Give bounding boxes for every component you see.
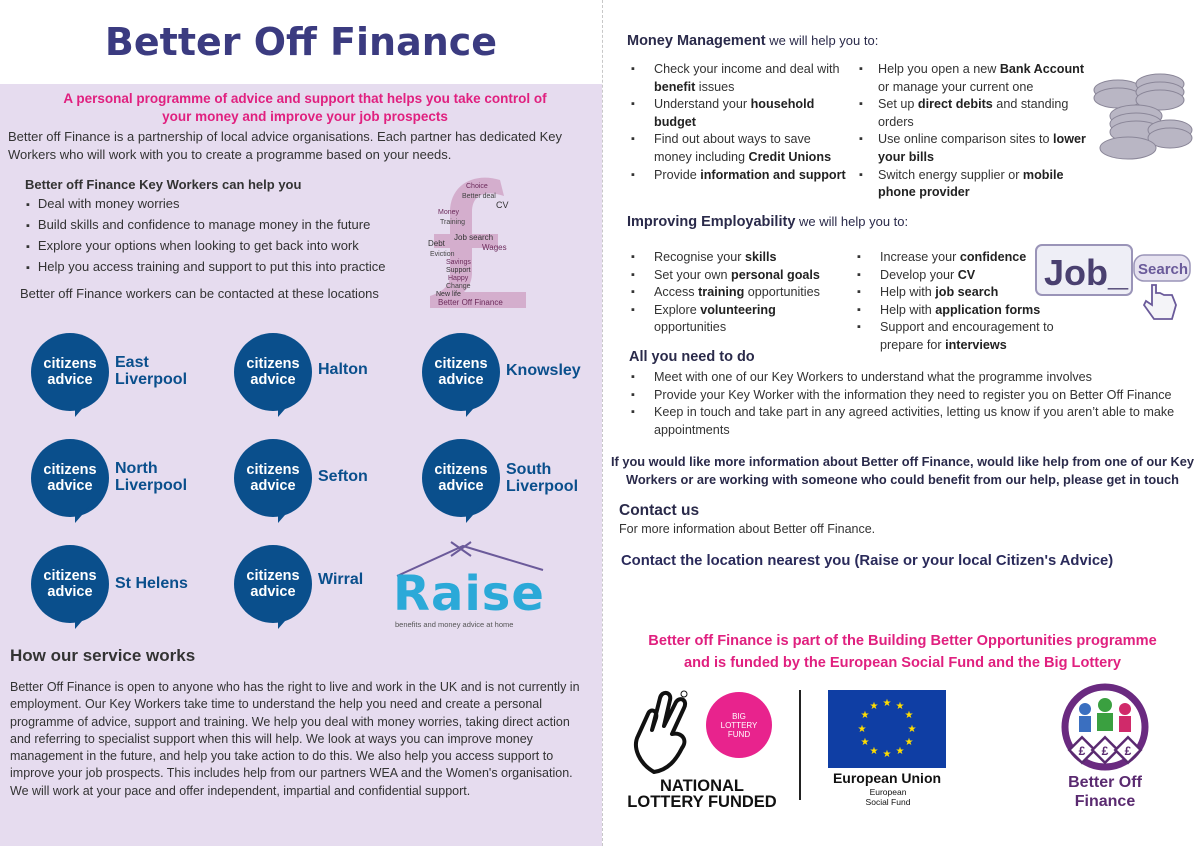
svg-text:★: ★ [869,701,879,712]
logo-divider [799,690,801,800]
eu-flag-icon [828,690,946,768]
location-name [506,461,578,495]
ca-logo-text: citizens [434,462,488,478]
eu-name: European Union [832,770,942,786]
ca-logo-text: advice [250,372,296,388]
raise-wordmark: Raise [393,566,545,622]
ca-logo-text: citizens [246,356,300,372]
eu-sub-line: Social Fund [865,797,911,807]
ca-logo-text: citizens [434,356,488,372]
intro-paragraph: Better off Finance is a partnership of local advice organisations. Each partner has dedicated Key Workers who will work with you to create a programme based on your needs. [8,129,563,162]
location-line: Liverpool [115,477,188,494]
key-workers-heading: Better off Finance Key Workers can help you [25,177,302,192]
european-union-logo [828,690,948,812]
wordcloud-word: Eviction [430,251,455,258]
svg-text:★: ★ [869,746,879,757]
raise-logo [393,540,553,630]
heading-rest: we will help you to: [795,214,909,229]
svg-text:★: ★ [904,710,914,721]
wordcloud-word: Happy [448,275,469,282]
contact-more-info: For more information about Better off Finance. [619,522,876,536]
eu-subtitle [828,787,948,807]
list-item: ▪ Explore your options when looking to get back into work [26,236,386,257]
svg-text:★: ★ [895,701,905,712]
location-name [115,354,187,388]
citizens-advice-logo [234,439,312,517]
crossed-fingers-icon [624,688,704,774]
more-info-paragraph: If you would like more information about Better off Finance, would like help from one of our Key Workers or are working with someone who could benefit from our help, please get in touch [610,454,1194,487]
location-name: Wirral [318,571,364,588]
location-name: St Helens [115,575,188,592]
svg-text:★: ★ [860,737,870,748]
funded-line: and is funded by the European Social Fund and the Big Lottery [683,655,1122,671]
heading-rest: we will help you to: [765,33,879,48]
heading-bold: Improving Employability [627,214,796,230]
big-lottery-fund-logo [706,692,772,758]
wordcloud-word: New life [436,291,461,298]
wordcloud-word: Wages [482,243,507,252]
bof-line: Better Off [1068,774,1142,791]
svg-text:£: £ [1101,744,1109,758]
improving-employability-heading [627,214,908,230]
ca-logo-halton [234,333,424,419]
location-line: North [115,460,158,477]
list-item: ▪ Set up direct debits and standing orders [855,96,1090,131]
better-off-finance-logo [1055,683,1155,815]
contacted-text: Better off Finance workers can be contacted at these locations [20,286,379,301]
ca-logo-text: advice [47,584,93,600]
eu-sub-line: European [869,787,907,797]
svg-text:£: £ [1124,744,1132,758]
citizens-advice-logo [234,545,312,623]
wordcloud-word: Choice [466,183,488,190]
bof-logo-text [1049,773,1161,811]
list-item: ▪ Check your income and deal with benefit issues [627,61,852,96]
ca-logo-text: citizens [246,568,300,584]
svg-text:★: ★ [882,749,892,760]
big-lottery-text: BIG [732,711,746,721]
job-word: Job_ [1044,252,1129,293]
nlf-line: LOTTERY FUNDED [627,793,777,811]
contact-location: Contact the location nearest you (Raise or your local Citizen's Advice) [621,553,1114,569]
list-item: ▪ Find out about ways to save money including Credit Unions [627,131,852,166]
list-item: ▪ Recognise your skills [627,249,852,267]
svg-text:★: ★ [904,737,914,748]
list-item: ▪ Set your own personal goals [627,267,852,285]
contact-us-heading: Contact us [619,502,700,519]
list-item: ▪ Access training opportunities [627,284,852,302]
national-lottery-funded-text [622,778,782,810]
tagline-line-2: your money and improve your job prospects [162,109,448,124]
list-item: ▪ Provide information and support [627,167,852,185]
list-item: ▪ Build skills and confidence to manage money in the future [26,215,386,236]
how-service-works-heading: How our service works [10,646,196,665]
location-line: East [115,354,149,371]
wordcloud-word: Training [440,219,466,226]
page-title: Better Off Finance [104,20,498,64]
all-you-need-heading: All you need to do [629,349,755,365]
citizens-advice-logo [422,333,500,411]
ca-logo-knowsley [422,333,612,419]
citizens-advice-logo [234,333,312,411]
all-you-need-list [627,369,1197,439]
list-item: ▪ Help you access training and support to put this into practice [26,257,386,278]
ca-logo-text: advice [250,478,296,494]
list-item: ▪ Support and encouragement to prepare for interviews [853,319,1068,354]
citizens-advice-logo [31,439,109,517]
employ-list-col1 [627,249,852,337]
search-word: Search [1138,261,1189,278]
location-line: Liverpool [115,371,188,388]
citizens-advice-logo [31,545,109,623]
wordcloud-word: Better Off Finance [438,298,503,307]
ca-logo-st-helens [31,545,221,631]
wordcloud-word: Money [438,209,460,216]
wordcloud-word: CV [496,200,509,210]
ca-logo-sefton [234,439,424,525]
list-item: ▪ Help with application forms [853,302,1068,320]
location-name: Halton [318,361,368,378]
tagline-line-1: A personal programme of advice and support that helps you take control of [63,91,547,106]
wordcloud-word: Savings [446,259,471,266]
job-search-image [1034,243,1194,323]
national-lottery-logo [622,688,802,810]
wordcloud-word: Debt [428,239,445,248]
heading-bold: Money Management [627,33,766,49]
funded-line: Better off Finance is part of the Building Better Opportunities programme [648,633,1157,649]
money-list-col1 [627,61,852,184]
list-item: ▪ Provide your Key Worker with the information they need to register you on Better Off Finance [627,387,1197,405]
big-lottery-text: FUND [727,729,751,739]
svg-text:★: ★ [895,746,905,757]
ca-logo-text: advice [250,584,296,600]
bof-line: Finance [1074,793,1136,810]
location-line: South [506,461,552,478]
wordcloud-word: Better deal [462,193,496,200]
how-service-works-body: Better Off Finance is open to anyone who has the right to live and work in the UK and is not currently in employment. Our Key Workers take time to understand the help you need and create a personal programme of advice, support and training. We help you deal with money worries, taking direct action and referring to specialist support when this will help. We look at ways you can improve money management in the future, and help you take action to do this. We also help you access support to improve your job prospects. This includes help from our partners WEA and the Women's organisation. We will work at your pace and offer independent, impartial and confidential support. [10,680,580,798]
bof-emblem-icon [1055,683,1155,775]
svg-text:£: £ [1078,744,1086,758]
list-item: ▪ Help you open a new Bank Account or manage your current one [855,61,1090,96]
pound-wordcloud-image [420,172,532,312]
list-item: ▪ Increase your confidence [853,249,1068,267]
ca-logo-text: advice [438,372,484,388]
money-management-heading [627,33,878,49]
location-name: Knowsley [506,362,581,379]
hand-cursor-icon [1144,285,1176,319]
ca-logo-text: citizens [43,356,97,372]
ca-logo-text: citizens [43,462,97,478]
list-item: ▪ Use online comparison sites to lower your bills [855,131,1090,166]
list-item: ▪ Keep in touch and take part in any agreed activities, letting us know if you aren’t able to make appointments [627,404,1197,439]
ca-logo-text: citizens [246,462,300,478]
raise-subtitle: benefits and money advice at home [395,620,514,629]
svg-text:★: ★ [857,724,867,735]
wordcloud-word: Change [446,283,471,290]
ca-logo-south-liverpool [422,439,612,525]
location-line: Liverpool [506,478,579,495]
list-item: ▪ Explore volunteering opportunities [627,302,802,337]
svg-text:★: ★ [882,698,892,709]
funded-statement [605,630,1200,674]
location-name [115,460,187,494]
panel-divider [602,0,603,846]
ca-logo-east-liverpool [31,333,221,419]
tagline [40,90,570,126]
nlf-line: NATIONAL [659,777,744,795]
location-name: Sefton [318,468,368,485]
list-item: ▪ Switch energy supplier or mobile phone provider [855,167,1090,202]
big-lottery-text: LOTTERY [720,720,758,730]
svg-text:★: ★ [860,710,870,721]
wordcloud-word: Job search [454,233,494,242]
ca-logo-text: advice [438,478,484,494]
wordcloud-word: Support [446,267,471,274]
citizens-advice-logo [422,439,500,517]
key-workers-list [26,194,386,278]
list-item: ▪ Understand your household budget [627,96,852,131]
list-item: ▪ Help with job search [853,284,1068,302]
citizens-advice-logo [31,333,109,411]
coins-stack-image [1088,60,1196,164]
list-item: ▪ Develop your CV [853,267,1068,285]
ca-logo-text: advice [47,372,93,388]
list-item: ▪ Deal with money worries [26,194,386,215]
list-item: ▪ Meet with one of our Key Workers to understand what the programme involves [627,369,1197,387]
svg-text:★: ★ [907,724,917,735]
ca-logo-text: advice [47,478,93,494]
ca-logo-text: citizens [43,568,97,584]
money-list-col2 [855,61,1090,202]
ca-logo-north-liverpool [31,439,221,525]
